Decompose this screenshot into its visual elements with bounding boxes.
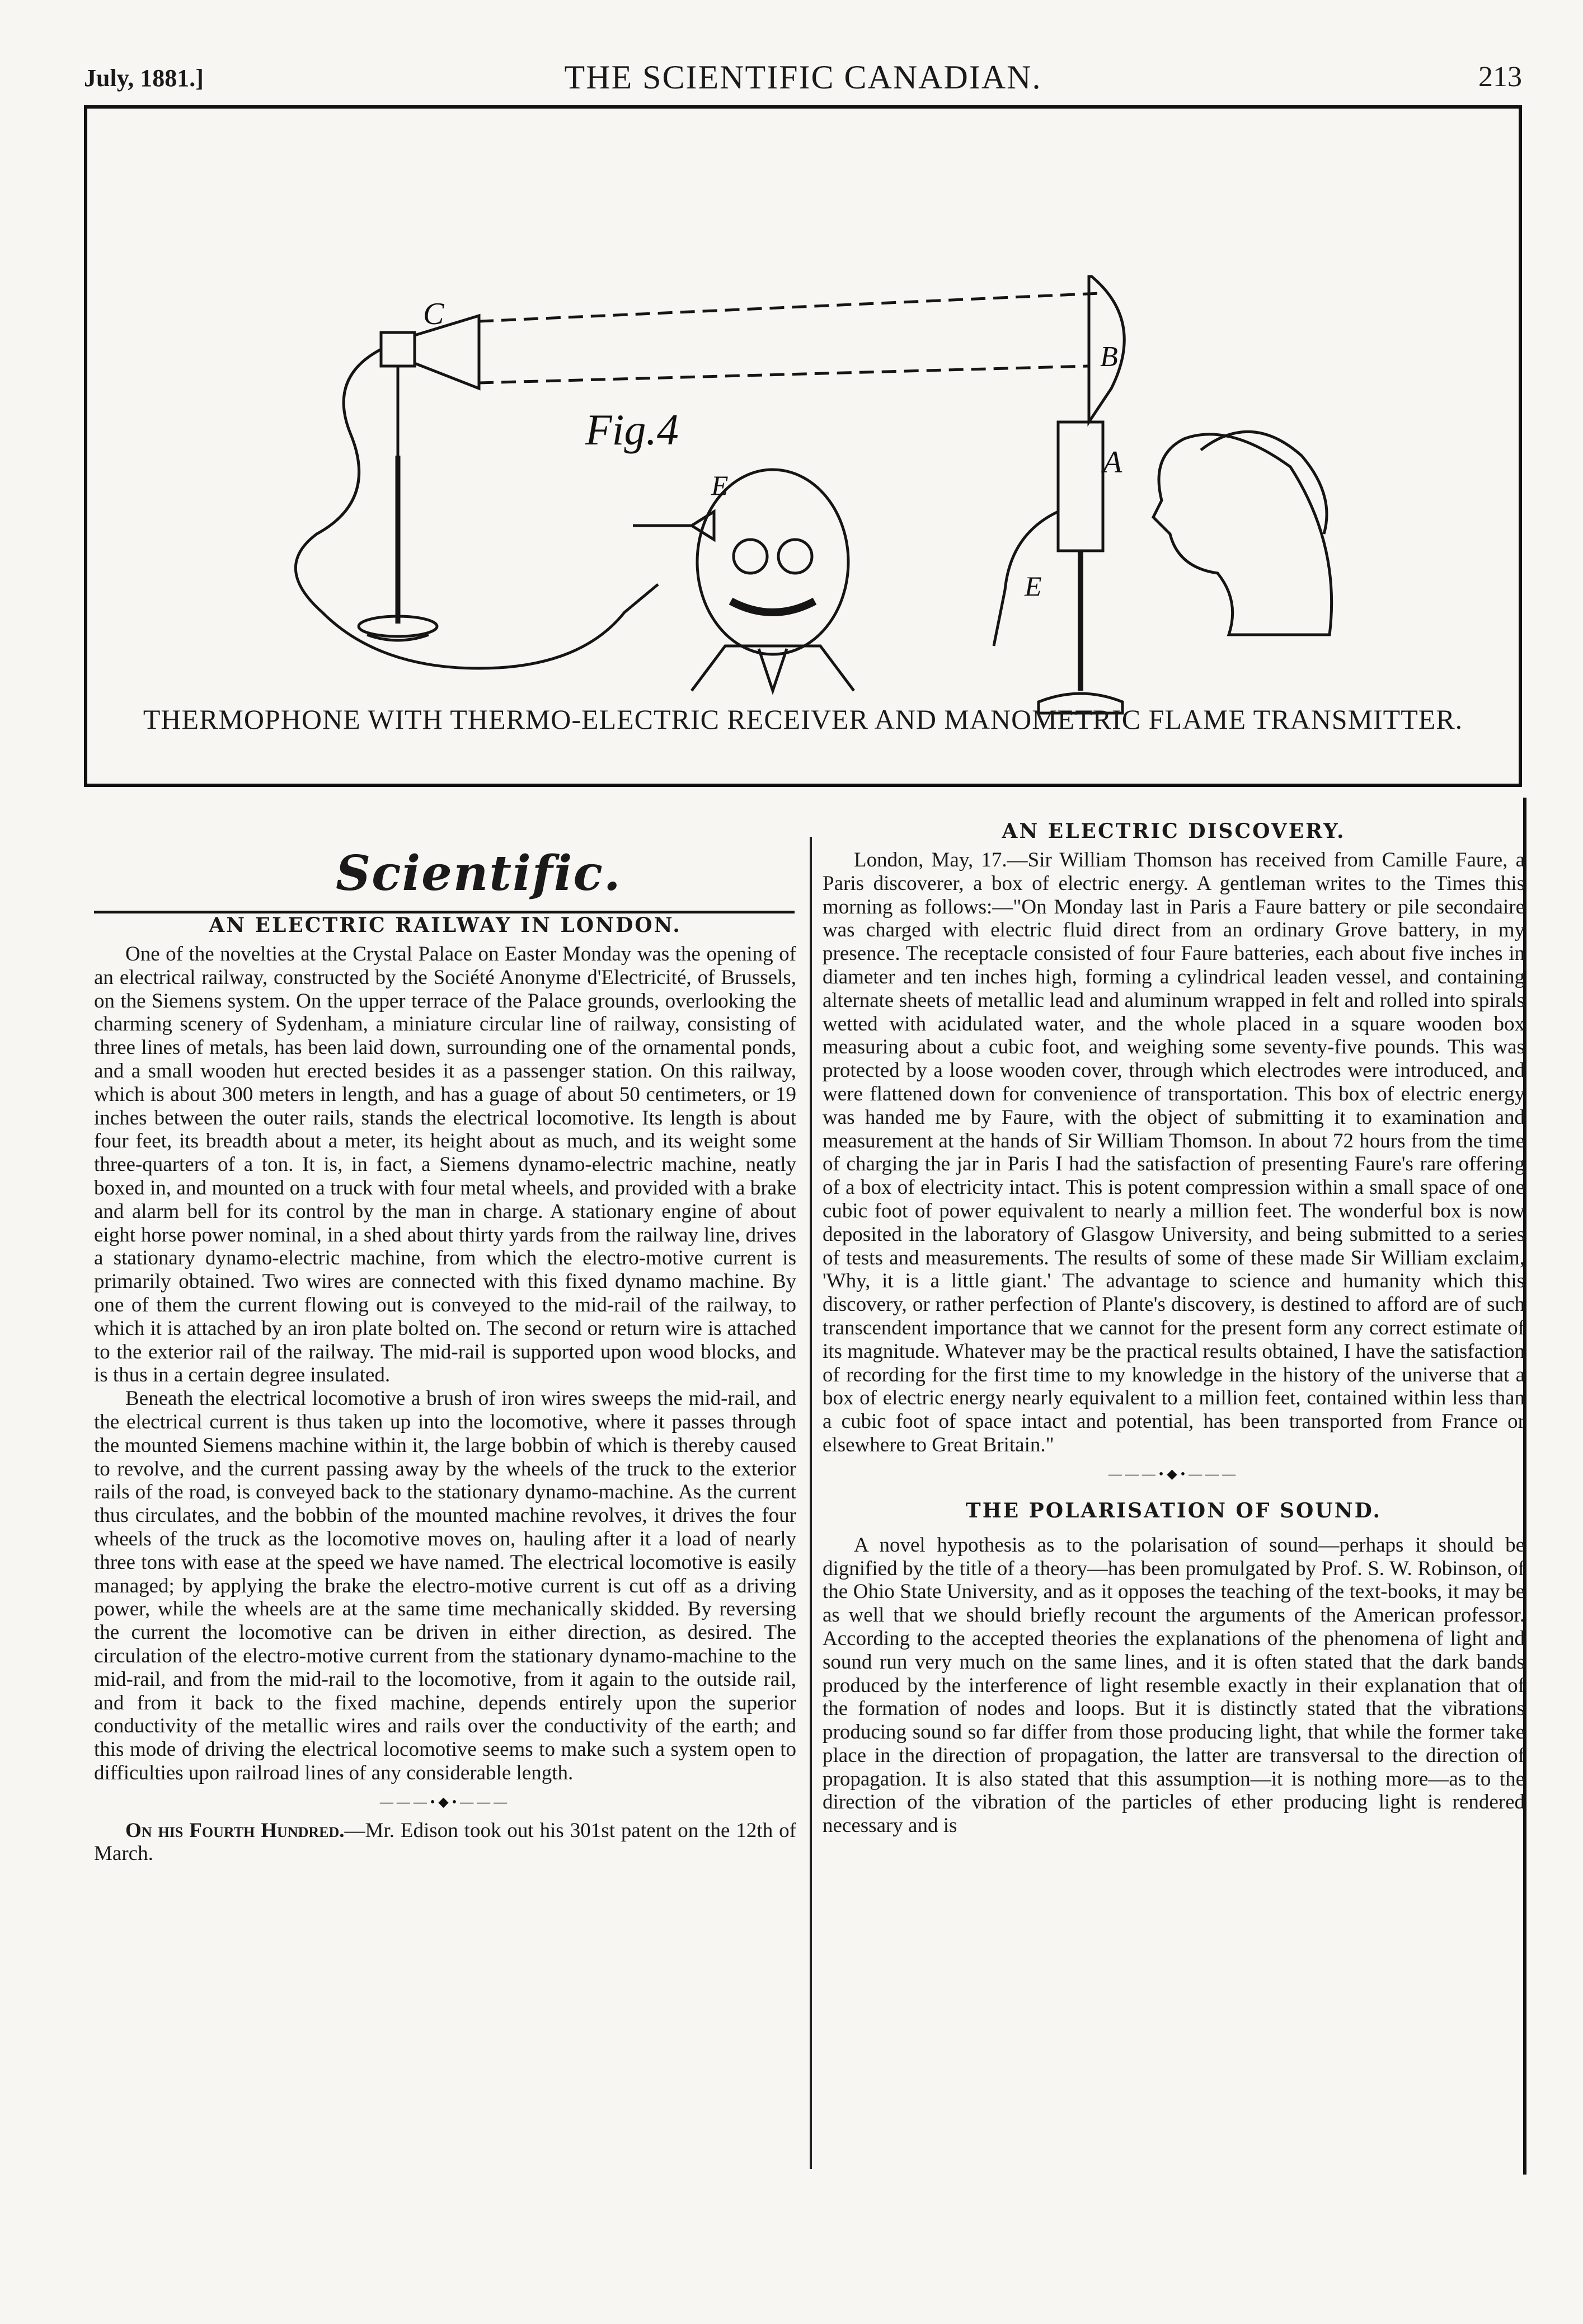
- article-paragraph: One of the novelties at the Crystal Palace on Easter Monday was the opening of an electrical railway, constructed by the Société Anonyme d'Electricité, of Brussels, on the Siemens system. On the upper terrace of the Palace grounds, overlooking the charming scenery of Sydenham, a miniature circular line of railway, consisting of three lines of metals, has been laid down, surrounding one of the ornamental ponds, and a small wooden hut erected besides it as a passenger station. On this railway, which is about 300 meters in length, and has a guage of about 50 centimeters, or 19 inches between the outer rails, stands the electrical locomotive. Its length is about four feet, its breadth about a meter, its height about as much, and its weight some three-quarters of a ton. It is, in fact, a Siemens dynamo-electric machine, neatly boxed in, and mounted on a truck with four metal wheels, and provided with a brake and alarm bell for its control by the man in charge. A stationary engine of about eight horse power nominal, in a shed about thirty yards from the railway line, drives a stationary dynamo-electric machine, from which the electro-motive current is primarily obtained. Two wires are connected with this fixed dynamo machine. By one of them the current flowing out is conveyed to the mid-rail of the railway, to which it is attached by an iron plate bolted on. The second or return wire is attached to the exterior rail of the railway. The mid-rail is supported upon wood blocks, and is thus in a certain degree insulated.: [94, 943, 796, 1387]
- label-e1: E: [711, 470, 729, 501]
- article-heading-discovery: AN ELECTRIC DISCOVERY.: [1002, 819, 1346, 843]
- article-edison-lead: On his Fourth Hundred.: [125, 1819, 345, 1842]
- thermophone-illustration: [87, 109, 1519, 784]
- label-c: C: [423, 297, 444, 331]
- column-divider: [810, 837, 812, 2169]
- article-paragraph: A novel hypothesis as to the polarisation of sound—perhaps it should be dignified by the title of a theory—has been promulgated by Prof. S. W. Robinson, of the Ohio State University, and as it opposes the teaching of the text-books, it may be as well that we should briefly recount the arguments of the American professor. According to the accepted theories the explanations of the phenomena of light and sound run very much on the same lines, and it is often stated that the dark bands produced by the interference of light resemble exactly in their explanation that of the formation of nodes and loops. But it is distinctly stated that the vibrations producing sound so far differ from those producing light, that while the former take place in the direction of propagation, the latter are transversal to the direction of propagation. It is also stated that this assumption—it is nothing more—as to the direction of the vibration of the particles of ether producing light is rendered necessary and is: [823, 1533, 1525, 1838]
- right-column: [823, 819, 1525, 2163]
- article-heading-polarisation: THE POLARISATION OF SOUND.: [965, 1498, 1382, 1522]
- running-header: [84, 51, 1522, 102]
- fig-label: Fig.4: [585, 405, 679, 454]
- page-number: 213: [1478, 61, 1522, 93]
- article-edison: [94, 1819, 796, 1866]
- article-paragraph: Beneath the electrical locomotive a brush of iron wires sweeps the mid-rail, and the electrical current is thus taken up into the locomotive, where it passes through the mounted Siemens machine within it, the large bobbin of which is thereby caused to revolve, and the current passing away by the wheels of the truck to the exterior rails of the road, is conveyed back to the stationary dynamo-machine. As the current thus circulates, and the bobbin of the mounted machine revolves, it drives the four wheels of the truck as the locomotive moves on, hauling after it a load of nearly three tons with ease at the speed we have named. The electrical locomotive is easily managed; by applying the brake the electro-motive current is cut off as a driving power, while the wheels are at the same time mechanically skidded. By reversing the current the locomotive can be driven in either direction, as desired. The circulation of the electro-motive current from the stationary dynamo-machine to the mid-rail, and from the mid-rail to the locomotive, from it again to the outside rail, and from it back to the fixed machine, depends entirely upon the superior conductivity of the metallic wires and rails over the conductivity of the earth; and this mode of driving the electrical locomotive seems to make such a system open to difficulties upon railroad lines of any considerable length.: [94, 1387, 796, 1784]
- article-paragraph: London, May, 17.—Sir William Thomson has received from Camille Faure, a Paris discoverer, a box of electric energy. A gentleman writes to the Times this morning as follows:—"On Monday last in Paris a Faure battery or pile secondaire was charged with electric fluid direct from an ordinary Grove battery, in my presence. The receptacle consisted of four Faure batteries, each about five inches in diameter and ten inches high, forming a cylindrical leaden vessel, and containing alternate sheets of metallic lead and aluminum wrapped in felt and rolled into spirals wetted with acidulated water, and the whole placed in a square wooden box measuring about a cubic foot, and weighing some seventy-five pounds. This was protected by a loose wooden cover, through which electrodes were introduced, and were flattened down for convenience of transportation. This box of electric energy was handed me by Faure, with the object of submitting it to examination and measurement at the hands of Sir William Thomson. In about 72 hours from the time of charging the jar in Paris I had the satisfaction of presenting Faure's rare offering of a box of electricity intact. This is potent compression within a small space of one cubic foot of power equivalent to nearly a million feet. The wonderful box is now deposited in the laboratory of Glasgow University, and being submitted to a series of tests and measurements. The results of some of these made Sir William exclaim, 'Why, it is a little giant.' The advantage to science and humanity which this discovery, or rather perfection of Plante's discovery, is destined to afford are of such transcendent importance that we cannot for the present form any correct estimate of its magnitude. Whatever may be the practical results obtained, I have the satisfaction of recording for the first time to my knowledge in the history of the universe that a box of electric energy nearly equivalent to a million feet, contained within less than a cubic foot of space intact and potential, has been transported from France or elsewhere to Great Britain.": [823, 849, 1525, 1456]
- issue-date: July, 1881.]: [84, 64, 204, 92]
- article-separator: ———•◆•———: [379, 1794, 511, 1810]
- left-column: [94, 907, 796, 2166]
- figure-caption: THERMOPHONE WITH THERMO-ELECTRIC RECEIVER AND MANOMETRIC FLAME TRANSMITTER.: [143, 704, 1463, 735]
- section-heading: Scientific.: [336, 845, 622, 902]
- article-edison-text: —Mr. Edison took out his 301st patent on the 12th of March.: [94, 1819, 796, 1866]
- label-e2: E: [1025, 570, 1042, 602]
- label-a: A: [1103, 445, 1122, 480]
- article-separator: ———•◆•———: [1108, 1466, 1239, 1482]
- figure-frame: [84, 105, 1522, 787]
- journal-title: THE SCIENTIFIC CANADIAN.: [564, 59, 1042, 96]
- label-b: B: [1100, 341, 1118, 373]
- article-heading-railway: AN ELECTRIC RAILWAY IN LONDON.: [209, 913, 682, 937]
